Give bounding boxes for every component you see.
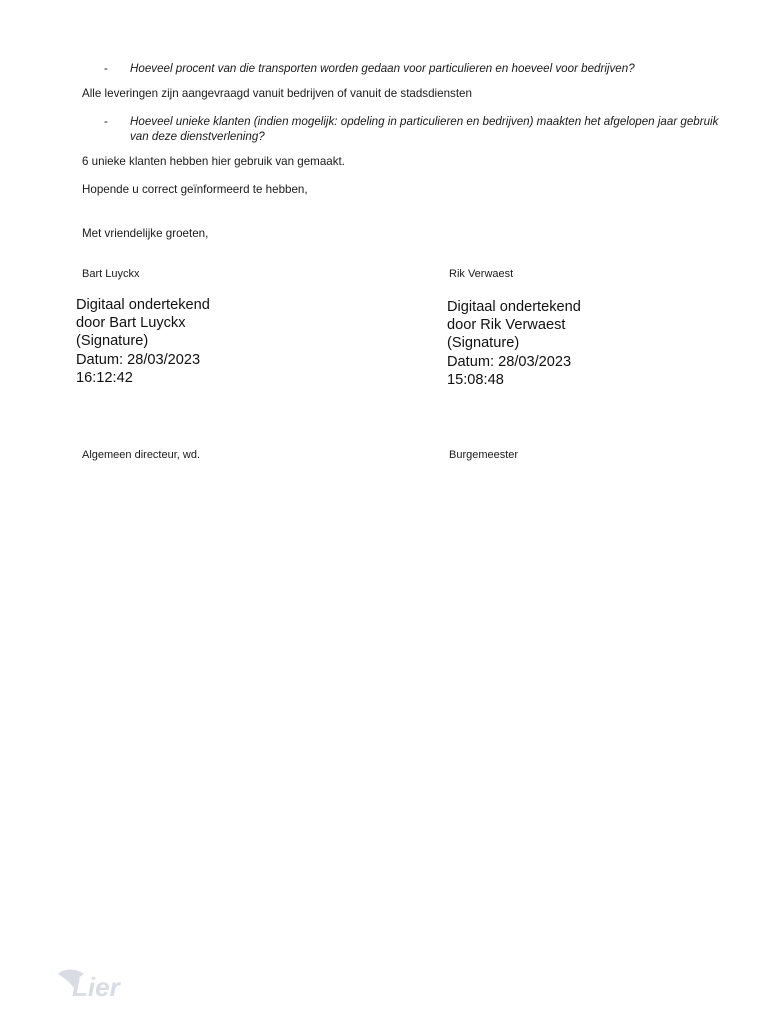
signature-date: Datum: 28/03/2023 bbox=[447, 353, 572, 370]
signature-date: Datum: 28/03/2023 bbox=[76, 351, 201, 368]
signature-line: door Rik Verwaest bbox=[447, 317, 566, 334]
list-dash: - bbox=[104, 115, 108, 128]
signature-line: door Bart Luyckx bbox=[76, 315, 186, 332]
closing-greeting: Met vriendelijke groeten, bbox=[82, 227, 209, 240]
question-text: Hoeveel unieke klanten (indien mogelijk: opdeling in particulieren en bedrijven) maakten het afgelopen jaar gebruik van deze dienstverlening? bbox=[130, 115, 719, 143]
question-item bbox=[104, 114, 724, 144]
signature-line: (Signature) bbox=[76, 333, 149, 350]
signer-name: Rik Verwaest bbox=[449, 268, 514, 280]
answer-paragraph: 6 unieke klanten hebben hier gebruik van gemaakt. bbox=[82, 155, 345, 168]
digital-signature-block bbox=[76, 296, 210, 387]
signer-name: Bart Luyckx bbox=[82, 268, 140, 280]
answer-paragraph: Alle leveringen zijn aangevraagd vanuit bedrijven of vanuit de stadsdiensten bbox=[82, 87, 472, 100]
digital-signature-block bbox=[447, 298, 581, 389]
signer-role: Algemeen directeur, wd. bbox=[82, 449, 201, 461]
logo-text: Lier bbox=[72, 972, 120, 1002]
list-dash: - bbox=[104, 62, 108, 75]
question-item bbox=[104, 61, 724, 76]
signature-line: Digitaal ondertekend bbox=[447, 299, 581, 315]
question-text: Hoeveel procent van die transporten worden gedaan voor particulieren en hoeveel voor bedrijven? bbox=[130, 62, 635, 75]
signer-role: Burgemeester bbox=[449, 449, 519, 461]
closing-hope: Hopende u correct geïnformeerd te hebben, bbox=[82, 183, 308, 196]
signature-line: Digitaal ondertekend bbox=[76, 297, 210, 313]
signature-line: (Signature) bbox=[447, 335, 520, 352]
signature-time: 15:08:48 bbox=[447, 371, 504, 388]
signature-time: 16:12:42 bbox=[76, 369, 133, 386]
lier-logo-icon bbox=[54, 962, 126, 1002]
